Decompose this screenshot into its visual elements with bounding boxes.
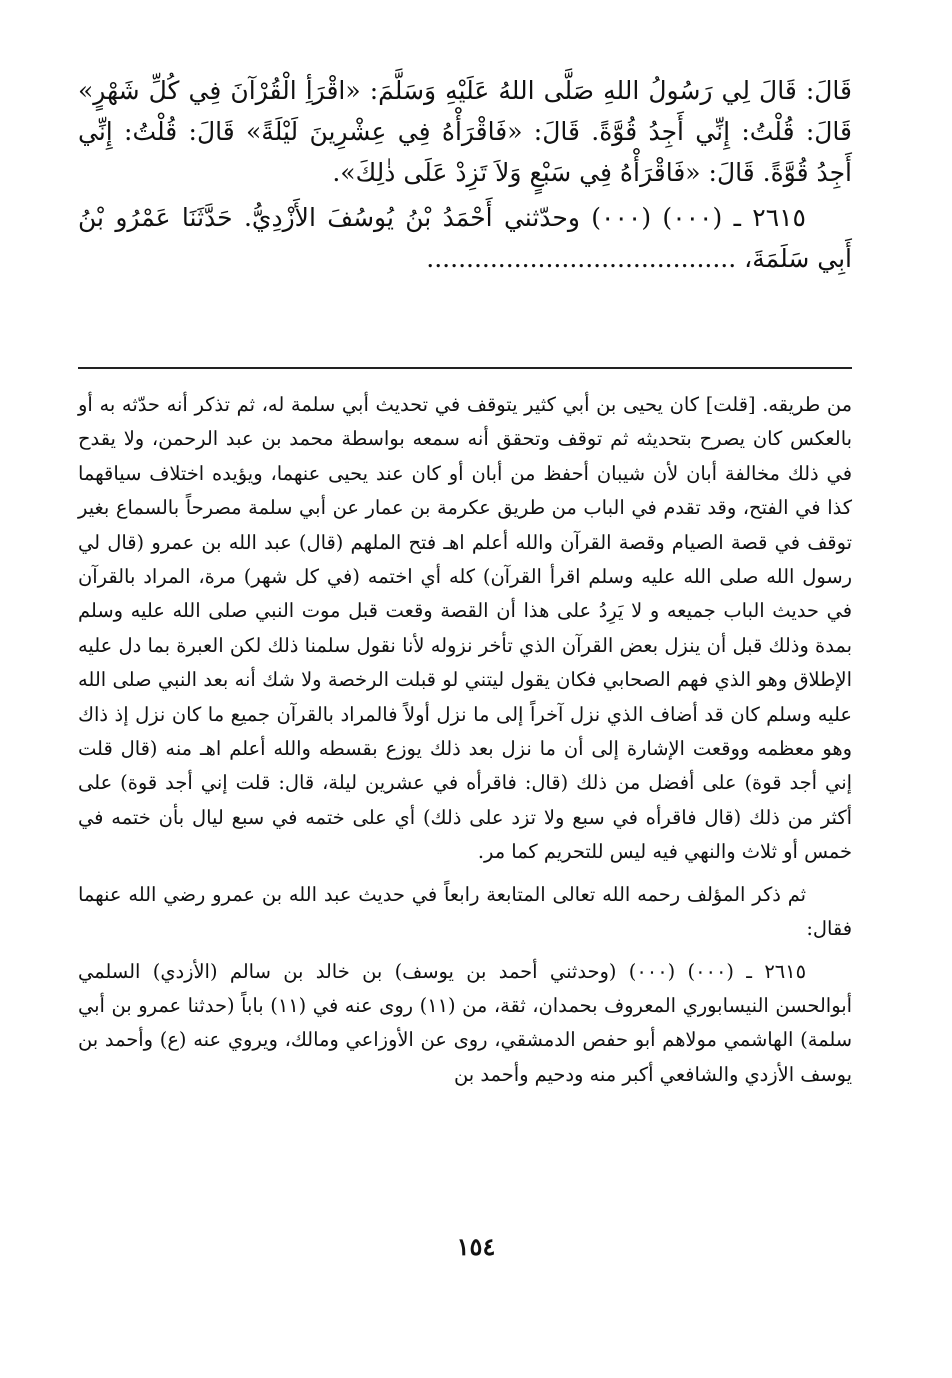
commentary-paragraph-2: ثم ذكر المؤلف رحمه الله تعالى المتابعة رابعاً في حديث عبد الله بن عمرو رضي الله عنهما فقال: bbox=[78, 882, 852, 941]
commentary-paragraph-3: ٢٦١٥ ـ (٠٠٠) (٠٠٠) (وحدثني أحمد بن يوسف) بن خالد بن سالم (الأزدي) السلمي أبوالحسن النيسابوري المعروف بحمدان، ثقة، من (١١) روى عنه في (١١) باباً (حدثنا عمرو بن أبي سلمة) الهاشمي مولاهم أبو حفص الدمشقي، روى عن الأوزاعي ومالك، ويروي عنه (ع) وأحمد بن يوسف الأزدي والشافعي أكبر منه ودحيم وأحمد بن bbox=[78, 959, 852, 1086]
hadith-2615-chain: ٢٦١٥ ـ (٠٠٠) (٠٠٠) وحدّثني أَحْمَدُ بْنُ يُوسُفَ الأَزْدِيُّ. حَدَّثَنَا عَمْرُو بْنُ أَبِي سَلَمَةَ، ....................................... bbox=[78, 203, 852, 273]
footnote-divider bbox=[78, 367, 852, 369]
page-number: ١٥٤ bbox=[456, 1232, 496, 1261]
commentary-paragraph-1: من طريقه. [قلت] كان يحيى بن أبي كثير يتوقف في تحديث أبي سلمة له، ثم تذكر أنه حدّثه به أو بالعكس كان يصرح بتحديثه ثم توقف وتحقق أنه سمعه بواسطة محمد بن عبد الرحمن، ولا يقدح في ذلك مخالفة أبان لأن شيبان أحفظ من أبان أو كان عند يحيى عنهما، ويؤيده اختلاف سياقهما كذا في الفتح، وقد تقدم في الباب من طريق عكرمة بن عمار عن أبي سلمة مصرحاً بالسماع بغير توقف في قصة الصيام وقصة القرآن والله أعلم اهـ فتح الملهم (قال) عبد الله بن عمرو (قال لي رسول الله صلى الله عليه وسلم اقرأ القرآن) كله أي اختمه (في كل شهر) مرة، المراد بالقرآن في حديث الباب جميعه و لا يَرِدُ على هذا أن القصة وقعت قبل موت النبي صلى الله عليه وسلم بمدة وذلك قبل أن ينزل بعض القرآن الذي تأخر نزوله لأنا نقول سلمنا ذلك لكن العبرة بما دل عليه الإطلاق وهو الذي فهم الصحابي فكان يقول ليتني لو قبلت الرخصة ولا شك أنه بعد النبي صلى الله عليه وسلم كان قد أضاف الذي نزل آخراً إلى ما نزل أولاً فالمراد بالقرآن جميع ما كان نزل إذ ذاك وهو معظمه ووقعت الإشارة إلى أن ما نزل بعد ذلك يوزع بقسطه والله أعلم اهـ منه (قال قلت إني أجد قوة) على أفضل من ذلك (قال: فاقرأه في عشرين ليلة، قال: قلت إني أجد قوة) على أكثر من ذلك (قال فاقرأه في سبع ولا تزد على ذلك) أي على ختمه في سبع ليال بأن ختمه في خمس أو ثلاث والنهي فيه ليس للتحريم كما مر. bbox=[78, 393, 852, 864]
hadith-narration: قَالَ: قَالَ لِي رَسُولُ اللهِ صَلَّى اللهُ عَلَيْهِ وَسَلَّمَ: «اقْرَأِ الْقُرْآنَ فِي كُلِّ شَهْرٍ» قَالَ: قُلْتُ: إِنِّي أَجِدُ قُوَّةً. قَالَ: «فَاقْرَأْهُ فِي عِشْرِينَ لَيْلَةً» قَالَ: قُلْتُ: إِنِّي أَجِدُ قُوَّةً. قَالَ: «فَاقْرَأْهُ فِي سَبْعٍ وَلاَ تَزِدْ عَلَى ذٰلِكَ». bbox=[78, 76, 852, 187]
main-text bbox=[78, 70, 852, 279]
book-page bbox=[78, 70, 852, 1086]
commentary bbox=[78, 388, 852, 1092]
